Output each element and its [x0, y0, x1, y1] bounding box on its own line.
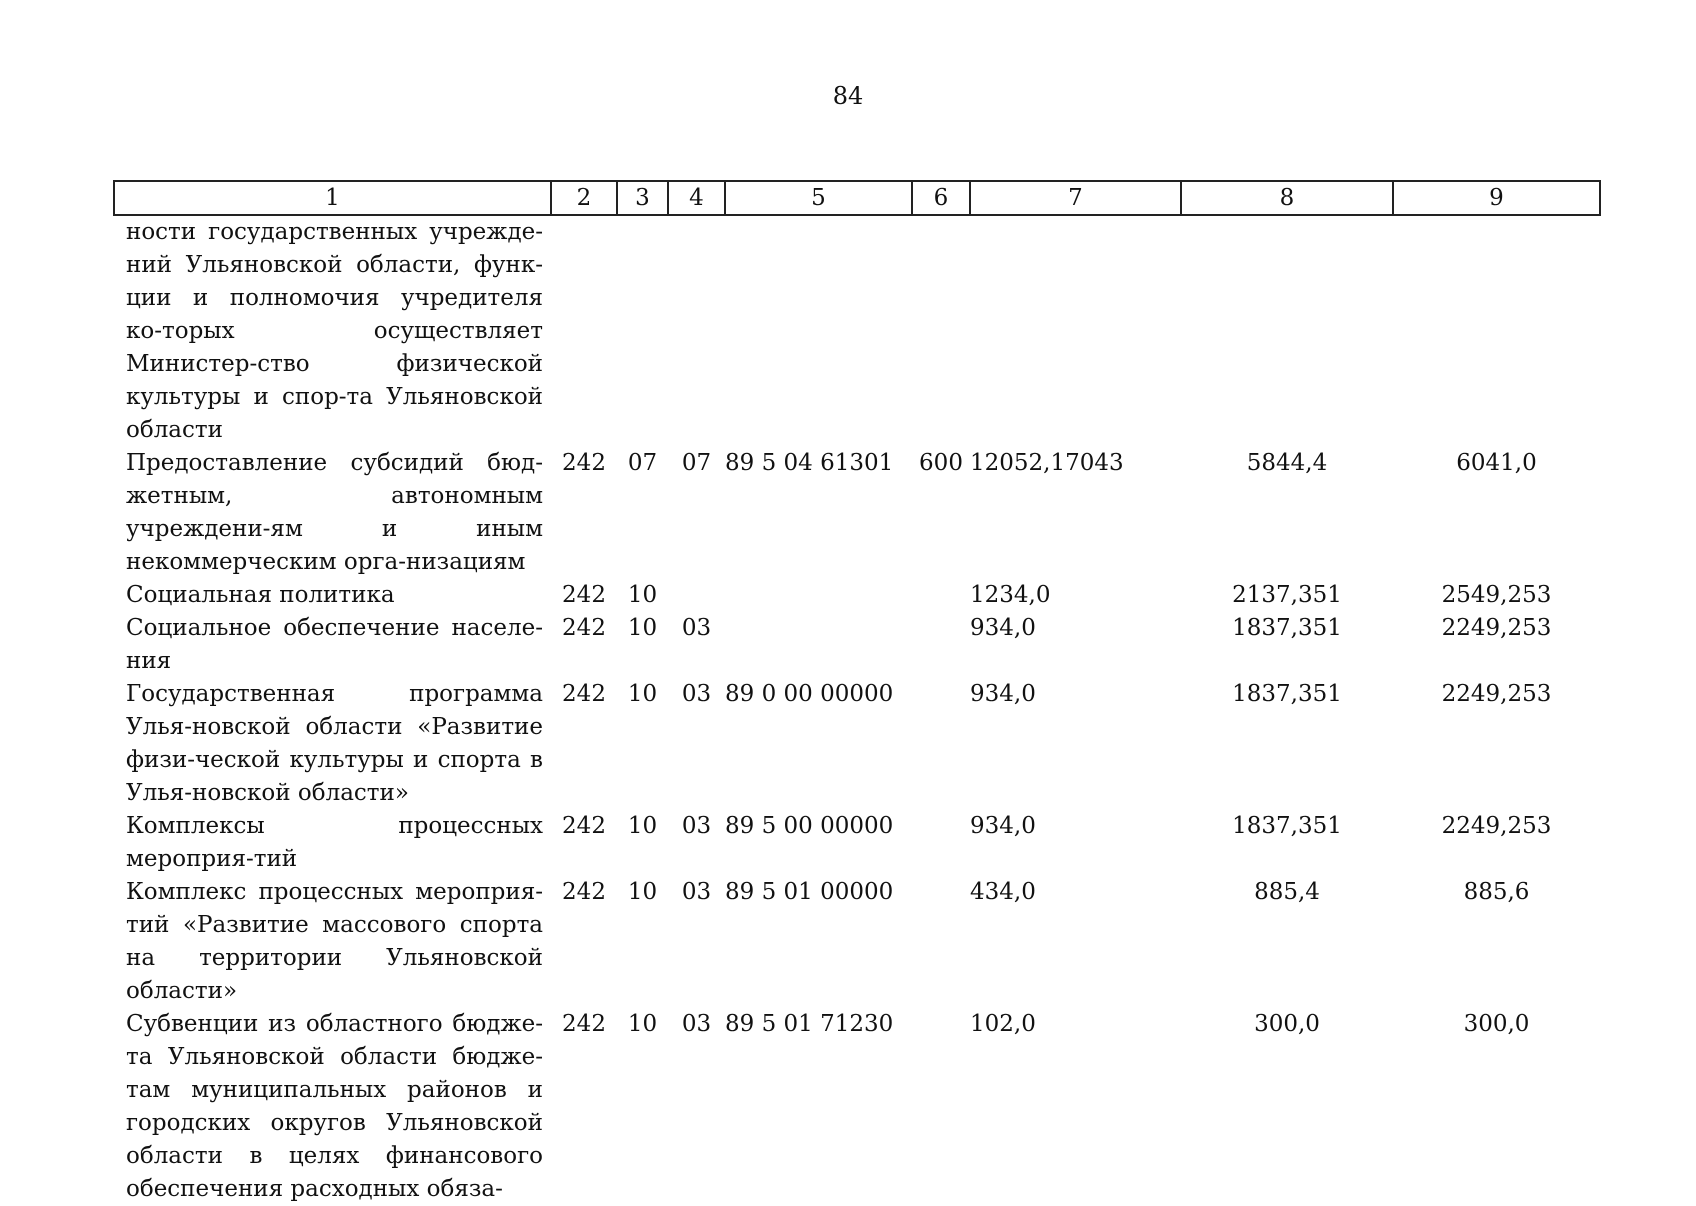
row-description: Субвенции из областного бюдже-та Ульяновской области бюдже-там муниципальных районов и городских округов Ульяновской области в целях финансового обеспечения расходных обяза-: [126, 1011, 543, 1202]
row-description: Предоставление субсидий бюд-жетным, автономным учреждени-ям и иным некоммерческим орга-низациям: [126, 450, 543, 575]
row-description: ности государственных учрежде-ний Ульяновской области, функ-ции и полномочия учредителя ко-торых осуществляет Министер-ство физической культуры и спор-та Ульяновской области: [126, 219, 543, 443]
subsection-code: 07: [681, 450, 712, 476]
table-row: [114, 612, 1600, 678]
section-code: 10: [627, 582, 658, 608]
budget-table: [113, 180, 1601, 1206]
admin-code: [551, 215, 617, 447]
amount-col-9: 2549,253: [1441, 582, 1552, 608]
subsection-code: [668, 579, 725, 612]
amount-col-9: 2249,253: [1441, 813, 1552, 839]
header-cell-6: 6: [912, 181, 970, 215]
amount-col-7: 934,0: [970, 813, 1036, 839]
admin-code: 242: [562, 879, 606, 905]
amount-col-8: 1837,351: [1232, 681, 1342, 707]
row-description: Социальная политика: [126, 582, 395, 608]
admin-code: 242: [562, 681, 606, 707]
table-row: [114, 215, 1600, 447]
row-description: Государственная программа Улья-новской области «Развитие физи-ческой культуры и спорта в Улья-новской области»: [126, 681, 543, 806]
target-article-code: 89 5 00 00000: [725, 813, 894, 839]
header-cell-1: 1: [114, 181, 551, 215]
amount-col-9: 300,0: [1463, 1011, 1530, 1037]
expense-type-code: [912, 810, 970, 876]
section-code: 10: [627, 615, 658, 641]
section-code: 07: [627, 450, 658, 476]
amount-col-7: 934,0: [970, 615, 1036, 641]
section-code: 10: [627, 879, 658, 905]
subsection-code: 03: [681, 1011, 712, 1037]
amount-col-7: 434,0: [970, 879, 1036, 905]
subsection-code: 03: [681, 879, 712, 905]
row-description: Социальное обеспечение населе-ния: [126, 615, 543, 674]
amount-col-9: 6041,0: [1456, 450, 1537, 476]
amount-col-7: 1234,0: [970, 582, 1051, 608]
target-article-code: 89 0 00 00000: [725, 681, 894, 707]
amount-col-8: 885,4: [1254, 879, 1320, 905]
table-row: [114, 876, 1600, 1008]
amount-col-8: 1837,351: [1232, 615, 1342, 641]
section-code: 10: [627, 1011, 658, 1037]
section-code: 10: [627, 681, 658, 707]
table-row: [114, 447, 1600, 579]
section-code: [617, 215, 668, 447]
row-description: Комплексы процессных мероприя-тий: [126, 813, 543, 872]
subsection-code: 03: [681, 615, 712, 641]
admin-code: 242: [562, 615, 606, 641]
amount-col-9: 2249,253: [1441, 615, 1552, 641]
row-description: Комплекс процессных мероприя-тий «Развитие массового спорта на территории Ульяновской области»: [126, 879, 543, 1004]
expense-type-code: [912, 215, 970, 447]
amount-col-8: [1181, 215, 1393, 447]
table-row: [114, 678, 1600, 810]
admin-code: 242: [562, 582, 606, 608]
amount-col-8: 5844,4: [1246, 450, 1328, 476]
header-row: [114, 181, 1600, 215]
table-row: [114, 810, 1600, 876]
expense-type-code: [912, 579, 970, 612]
amount-col-9: 2249,253: [1441, 681, 1552, 707]
amount-col-8: 1837,351: [1232, 813, 1342, 839]
target-article-code: [725, 579, 912, 612]
header-cell-3: 3: [617, 181, 668, 215]
target-article-code: 89 5 01 00000: [725, 879, 894, 905]
amount-col-7: 12052,17043: [970, 450, 1124, 476]
amount-col-8: 300,0: [1254, 1011, 1320, 1037]
table-row: [114, 579, 1600, 612]
amount-col-7: [970, 215, 1181, 447]
expense-type-code: [912, 876, 970, 1008]
header-cell-4: 4: [668, 181, 725, 215]
table-row: [114, 1008, 1600, 1206]
section-code: 10: [627, 813, 658, 839]
expense-type-code: [912, 612, 970, 678]
amount-col-9: 885,6: [1463, 879, 1530, 905]
amount-col-7: 934,0: [970, 681, 1036, 707]
subsection-code: 03: [681, 813, 712, 839]
page-number: 84: [832, 82, 864, 110]
header-cell-9: 9: [1393, 181, 1600, 215]
admin-code: 242: [562, 813, 606, 839]
admin-code: 242: [562, 1011, 606, 1037]
amount-col-7: 102,0: [970, 1011, 1036, 1037]
admin-code: 242: [562, 450, 606, 476]
expense-type-code: [912, 678, 970, 810]
expense-type-code: 600: [919, 450, 963, 476]
target-article-code: [725, 612, 912, 678]
header-cell-5: 5: [725, 181, 912, 215]
amount-col-9: [1393, 215, 1600, 447]
expense-type-code: [912, 1008, 970, 1206]
subsection-code: 03: [681, 681, 712, 707]
subsection-code: [668, 215, 725, 447]
header-cell-8: 8: [1181, 181, 1393, 215]
target-article-code: 89 5 01 71230: [725, 1011, 894, 1037]
amount-col-8: 2137,351: [1232, 582, 1342, 608]
target-article-code: 89 5 04 61301: [725, 450, 894, 476]
header-cell-2: 2: [551, 181, 617, 215]
header-cell-7: 7: [970, 181, 1181, 215]
target-article-code: [725, 215, 912, 447]
